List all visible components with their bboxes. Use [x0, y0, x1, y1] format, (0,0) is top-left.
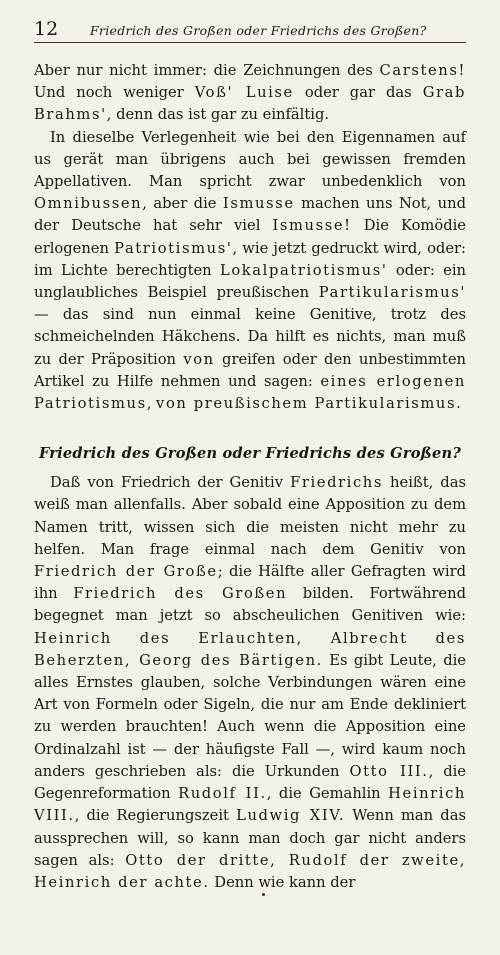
spaced-run: Lokalpatriotismus' — [220, 261, 388, 279]
body-text — [34, 60, 466, 894]
text-run: bilden. Fortwährend begegnet man jetzt so abscheulichen Genitiven wie: — [34, 585, 466, 625]
text-run: , die Gemahlin — [266, 785, 389, 803]
text-run: — das sind nun einmal keine Genitive, trotz des schmeichelnden Häkchens. Da hilft es nichts, man muß zu der Präposition — [34, 306, 466, 368]
paragraph-2 — [34, 127, 466, 416]
spaced-run: von — [183, 350, 215, 368]
spaced-run: Ismusse — [222, 195, 295, 213]
text-run: Die Komödie erlogenen — [34, 217, 466, 257]
spaced-run: Grab Brahms' — [34, 84, 466, 124]
text-run: heißt, das weiß man allenfalls. Aber sobald eine Apposition zu dem Namen tritt, wissen sich die meisten nicht mehr zu helfen. Man frage einmal nach dem Genitiv von — [34, 474, 466, 558]
paragraph-3 — [34, 472, 466, 894]
spaced-run: Ludwig XIV. — [236, 807, 346, 825]
spaced-run: Friedrich der Große — [34, 563, 218, 581]
text-run: machen uns Not, und der Deutsche hat sehr viel — [34, 195, 466, 235]
text-run: In dieselbe Verlegenheit wie bei den Eigennamen auf us gerät man übrigens auch bei gewissen fremden Appellativen. Man spricht zwar unbedenklich von — [34, 128, 466, 191]
spaced-run: Voß' Luise — [194, 84, 294, 102]
spaced-run: Ismusse! — [272, 217, 352, 235]
text-run: Daß von Friedrich der Genitiv — [50, 474, 291, 492]
text-run: Wenn man das aussprechen will, so kann man doch gar nicht anders sagen als: — [34, 807, 466, 869]
spaced-run: eines erlogenen Patriotismus — [34, 372, 466, 413]
paragraph-1 — [34, 60, 466, 127]
spaced-run: Friedrich des Großen — [73, 585, 288, 603]
text-run: . — [456, 395, 461, 413]
page-number: 12 — [34, 18, 59, 40]
page-mark — [262, 893, 265, 896]
text-run: oder gar das — [293, 84, 423, 102]
text-run: , die Regierungszeit — [74, 807, 237, 825]
spaced-run: Patriotismus' — [114, 239, 233, 257]
spaced-run: Carstens! — [379, 62, 466, 79]
section-heading: Friedrich des Großen oder Friedrichs des Großen? — [38, 445, 462, 463]
text-run: oder: ein unglaubliches Beispiel preußischen — [34, 261, 466, 302]
spaced-run: Partikularismus' — [318, 284, 466, 302]
spaced-run: Rudolf II. — [178, 785, 267, 803]
spaced-run: Otto der dritte, Rudolf der zweite, Heinrich der achte. — [34, 851, 467, 891]
text-run: Denn wie kann der — [209, 873, 356, 891]
spaced-run: von preußischem Partikularismus — [156, 395, 457, 413]
running-head-title: Friedrich des Großen oder Friedrichs des Großen? — [90, 23, 427, 38]
running-head — [34, 18, 466, 43]
text-run: ; die Hälfte aller Gefragten wird ihn — [34, 563, 467, 603]
spaced-run: Friedrichs — [290, 474, 384, 492]
spaced-run: Heinrich VIII. — [34, 785, 466, 825]
text-run: Und noch weniger — [34, 84, 195, 102]
spaced-run: Otto III. — [349, 762, 429, 780]
text-run: , die Gegenreformation — [34, 762, 466, 803]
text-run: , aber die — [142, 195, 223, 213]
text-run: Es gibt Leute, die alles Ernstes glauben, solche Verbindungen wären eine Art von Formeln oder Sigeln, die nur am Ende dekliniert zu werden brauchten! Auch wenn die Apposition eine Ordinalzahl ist — der häufigste Fall —, wird kaum noch anders geschrieben als: die Urkunden — [34, 651, 466, 780]
text-run: Aber nur nicht immer: die Zeichnungen des — [34, 62, 380, 79]
text-run: greifen oder den unbestimmten Artikel zu Hilfe nehmen und sagen: — [34, 350, 466, 390]
spaced-run: Omnibussen — [34, 195, 143, 213]
text-run: , denn das ist gar zu einfältig. — [106, 106, 330, 124]
text-run: , — [146, 395, 157, 413]
text-run: , wie jetzt gedruckt wird, oder: im Lichte berechtigten — [34, 239, 466, 279]
spaced-run: Heinrich des Erlauchten, Albrecht des Beherzten, Georg des Bärtigen. — [34, 629, 466, 669]
